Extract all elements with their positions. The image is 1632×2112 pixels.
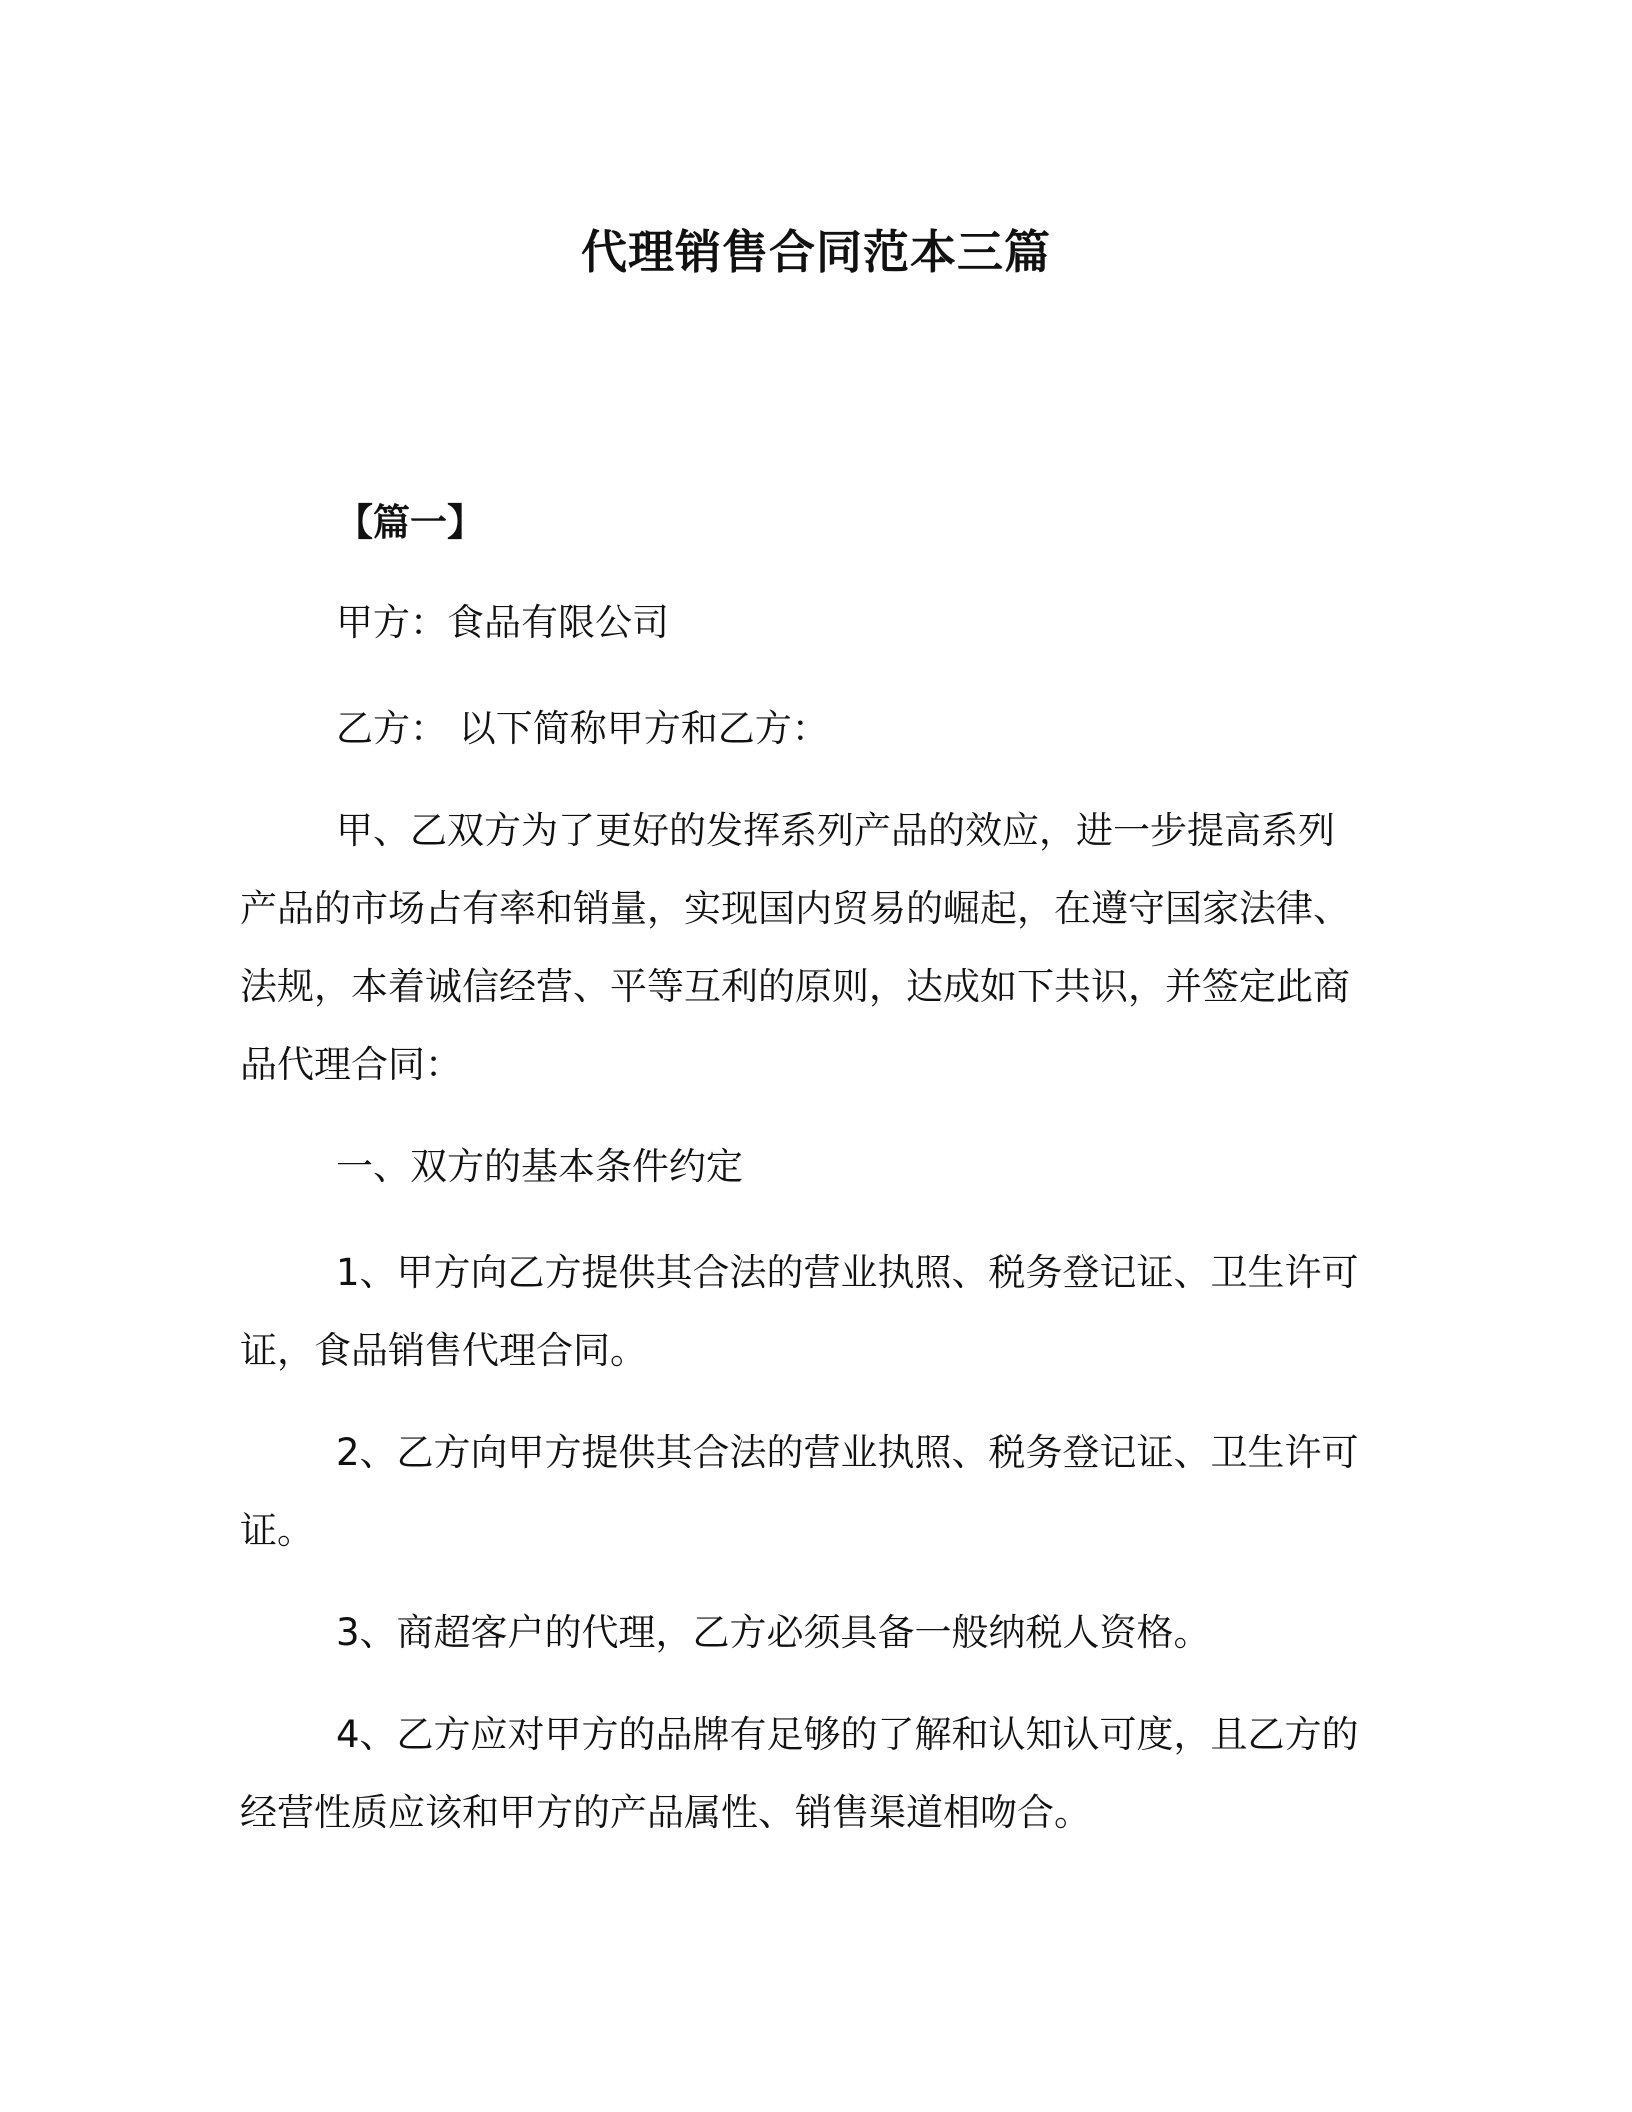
intro-paragraph: 甲、乙双方为了更好的发挥系列产品的效应，进一步提高系列产品的市场占有率和销量，实现国内贸易的崛起，在遵守国家法律、法规，本着诚信经营、平等互利的原则，达成如下共识，并签定此商品代理合同： — [240, 809, 1350, 1086]
section-label: 【篇一】 — [336, 501, 484, 544]
clause-heading: 一、双方的基本条件约定 — [336, 1145, 743, 1188]
document-title: 代理销售合同范本三篇 — [581, 225, 1051, 279]
party-b-line: 乙方： 以下简称甲方和乙方： — [336, 707, 829, 750]
party-a-line: 甲方：食品有限公司 — [336, 601, 669, 644]
clause-item: 3、商超客户的代理，乙方必须具备一般纳税人资格。 — [336, 1611, 1211, 1654]
clause-item: 2、乙方向甲方提供其合法的营业执照、税务登记证、卫生许可证。 — [240, 1431, 1359, 1552]
clause-item: 4、乙方应对甲方的品牌有足够的了解和认知认可度，且乙方的经营性质应该和甲方的产品属性、销售渠道相吻合。 — [240, 1713, 1359, 1834]
clause-item: 1、甲方向乙方提供其合法的营业执照、税务登记证、卫生许可证，食品销售代理合同。 — [240, 1251, 1359, 1372]
